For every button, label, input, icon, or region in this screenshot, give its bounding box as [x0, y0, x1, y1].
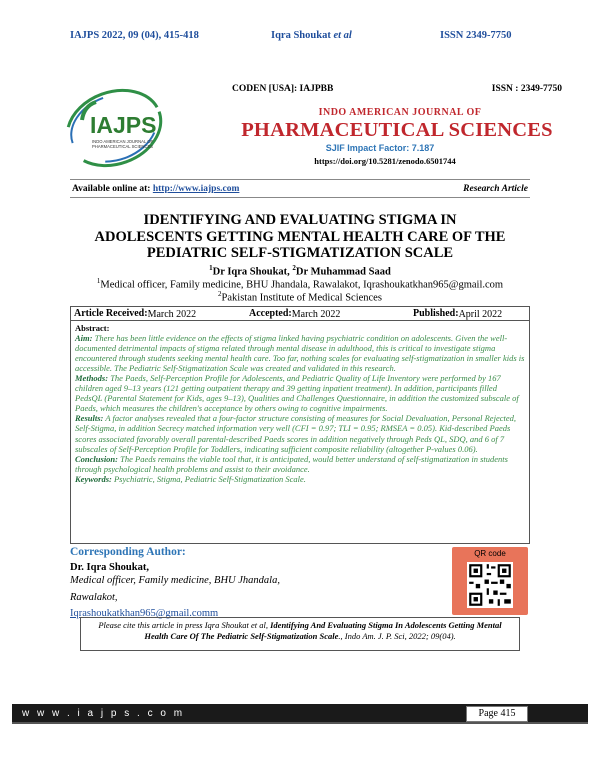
- corresponding-location: Rawalakot,: [70, 592, 118, 603]
- masthead-issn: ISSN : 2349-7750: [491, 84, 562, 94]
- corresponding-heading: Corresponding Author:: [70, 546, 186, 558]
- corresponding-email-link[interactable]: Iqrashoukatkhan965@gmail.comm: [70, 608, 219, 619]
- iajps-logo: [62, 88, 202, 168]
- corresponding-affiliation: Medical officer, Family medicine, BHU Jhandala,: [70, 575, 280, 586]
- abstract-aim: Aim: There has been little evidence on the effects of stigma linked having psychiatric condition on adolescents. Given the well-documented detrimental impacts of stigma related through mental disease in adulthood, this is critical to investigate stigma encountered through students seeking mental health care. Too far, nothing scales for evaluating self-stigmatization in smaller kids is accessible. The Pediatric Self-Stigmatization Scale was created and validated in this research.: [75, 333, 525, 374]
- svg-text:INDO AMERICAN JOURNAL OF: INDO AMERICAN JOURNAL OF: [92, 139, 154, 144]
- received-date: Article Received: March 2022: [74, 308, 197, 320]
- affiliation-1: $^1$Medical officer, Family medicine, BHU Jhandala, Rawalakot, Iqrashoukatkhan965@gmail.com: [96, 277, 504, 291]
- article-type: Research Article: [463, 184, 528, 194]
- abstract-box: [70, 320, 530, 544]
- masthead-codes: [232, 84, 562, 98]
- journal-url-link[interactable]: http://www.iajps.com: [152, 184, 240, 194]
- header-issn: ISSN 2349-7750: [440, 30, 512, 41]
- author-list: $^1$Dr Iqra Shoukat, $^2$Dr Muhammad Saad: [209, 264, 391, 278]
- abstract-conclusion: Conclusion: The Paeds remains the viable tool that, it is anticipated, would better understand of self-stigmatization in students through psychological health problems and assist to their avoidance.: [75, 453, 508, 474]
- availability-text: Available online at: http://www.iajps.com: [72, 184, 240, 194]
- abstract-results: Results: A factor analyses revealed that a four-factor structure consisting of measures for Social Devaluation, Personal Rejected, Self-Stigma, in addition Secrecy matched information very well (CFI = 0.97; TLI = 0.95; RMSEA = 0.05). Kid-described Paeds scores associated favorably overall parental-described Paeds scores in addition negatively through Peds QL, SDQ, and 6 of 7 subscales of Self-Perception Profile for Toddlers, indicating sufficient composite reliability (altogether P-values 0.06).: [75, 413, 516, 454]
- page-number: Page 415: [466, 706, 528, 722]
- published-date: Published: April 2022: [413, 308, 503, 320]
- qr-code-icon[interactable]: [467, 562, 513, 608]
- journal-name-top: INDO AMERICAN JOURNAL OF: [318, 107, 482, 118]
- impact-factor: SJIF Impact Factor: 7.187: [325, 143, 435, 153]
- running-header: [0, 30, 600, 44]
- journal-reference: IAJPS 2022, 09 (04), 415-418: [70, 30, 199, 41]
- abstract-keywords: Keywords: Psychiatric, Stigma, Pediatric Self-Stigmatization Scale.: [75, 473, 306, 484]
- accepted-date: Accepted: March 2022: [249, 308, 341, 320]
- doi-link[interactable]: https://doi.org/10.5281/zenodo.6501744: [314, 156, 456, 166]
- svg-text:IAJPS: IAJPS: [90, 112, 157, 138]
- abstract-heading: Abstract:: [75, 323, 110, 333]
- running-author: Iqra Shoukat et al: [271, 30, 352, 41]
- article-title: IDENTIFYING AND EVALUATING STIGMA IN ADOLESCENTS GETTING MENTAL HEALTH CARE OF THE PEDIATRIC SELF-STIGMATIZATION SCALE: [94, 212, 506, 261]
- coden: CODEN [USA]: IAJPBB: [232, 84, 334, 94]
- qr-code-box: [452, 547, 528, 615]
- article-dates: [70, 306, 530, 321]
- citation-box: Please cite this article in press Iqra Shoukat et al, Identifying And Evaluating Stigma In Adolescents Getting Mental Health Care Of The Pediatric Self-Stigmatization Scale., Indo Am. J. P. Sci, 2022; 09(04).: [80, 617, 520, 651]
- qr-code-label: QR code: [474, 549, 506, 558]
- corresponding-name: Dr. Iqra Shoukat,: [70, 562, 149, 573]
- affiliation-2: $^2$Pakistan Institute of Medical Sciences: [218, 290, 382, 304]
- footer-website[interactable]: w w w . i a j p s . c o m: [22, 708, 185, 719]
- availability-bar: [70, 179, 530, 198]
- page-footer: [12, 704, 588, 724]
- journal-name-main: PHARMACEUTICAL SCIENCES: [241, 119, 553, 141]
- svg-text:PHARMACEUTICAL SCIENCES: PHARMACEUTICAL SCIENCES: [92, 144, 154, 149]
- abstract-methods: Methods: The Paeds, Self-Perception Profile for Adolescents, and Pediatric Quality of Life Inventory were performed by 167 children aged 9–13 years (121 getting outpatient therapy and 39 getting inpatient treatment). In addition, participants filled PedsQL (Parental Statement for Kids, ages 9–13), Qualities and Challenges Questionnaire, in addition the customized subscale of Paeds, which measures the children's acceptance by others owing to cognitive impairments.: [75, 373, 519, 414]
